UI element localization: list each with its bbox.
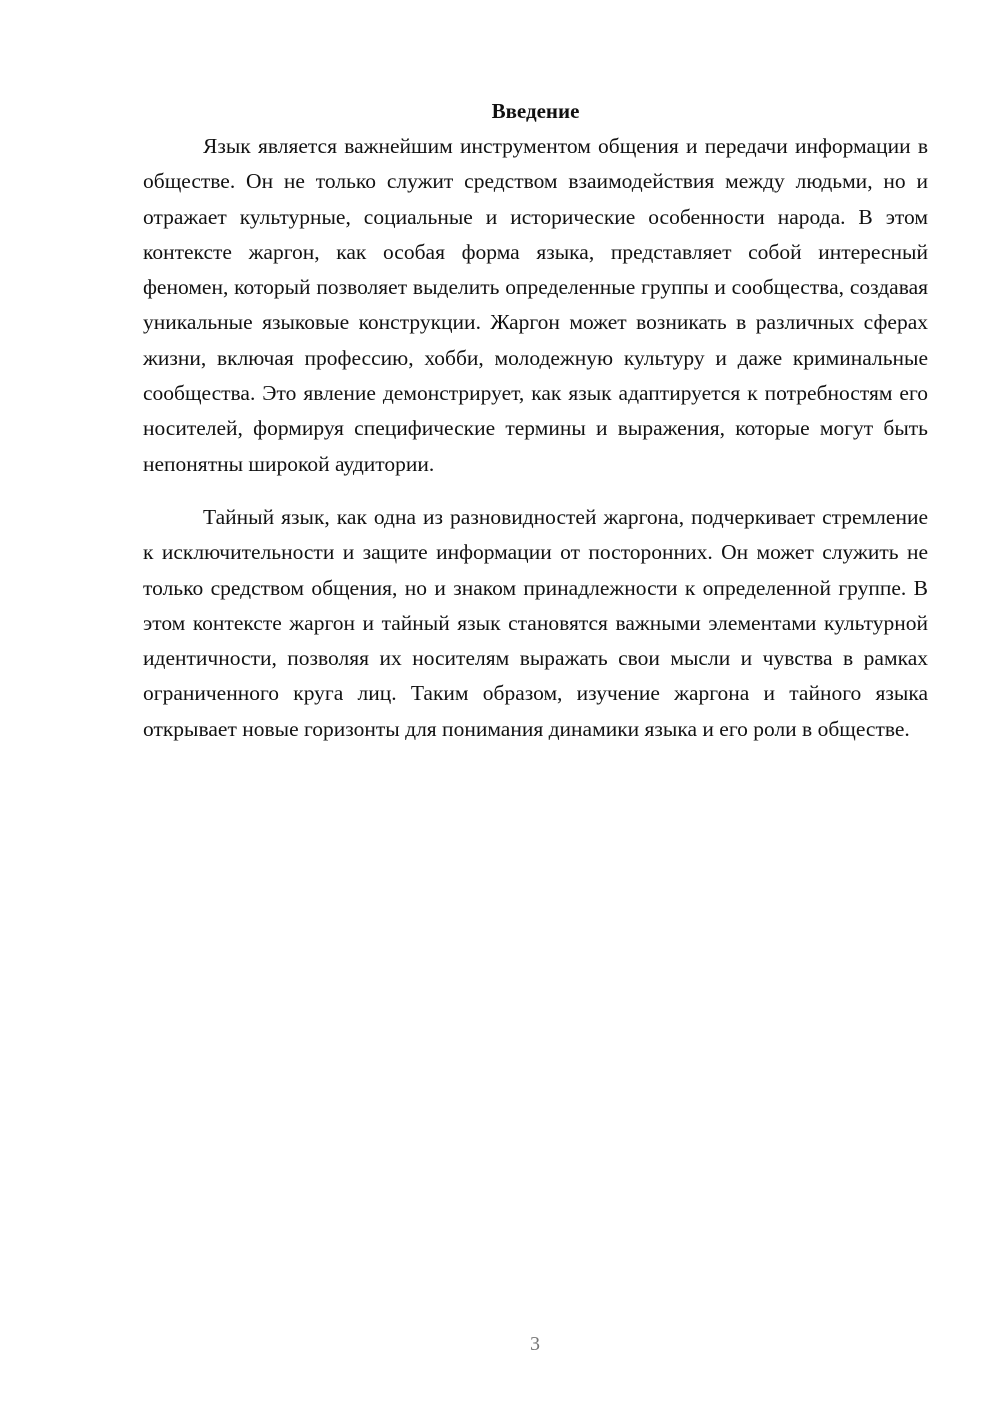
paragraph-2: Тайный язык, как одна из разновидностей жаргона, подчеркивает стремление к исключительности и защите информации от посторонних. Он может служить не только средством общения, но и знаком принадлежности к определенной группе. В этом контексте жаргон и тайный язык становятся важными элементами культурной идентичности, позволяя их носителям выражать свои мысли и чувства в рамках ограниченного круга лиц. Таким образом, изучение жаргона и тайного языка открывает новые горизонты для понимания динамики языка и его роли в обществе. (143, 504, 928, 741)
section-heading: Введение (491, 99, 580, 123)
paragraph-1: Язык является важнейшим инструментом общения и передачи информации в обществе. Он не только служит средством взаимодействия между людьми, но и отражает культурные, социальные и исторические особенности народа. В этом контексте жаргон, как особая форма языка, представляет собой интересный феномен, который позволяет выделить определенные группы и сообщества, создавая уникальные языковые конструкции. Жаргон может возникать в различных сферах жизни, включая профессию, хобби, молодежную культуру и даже криминальные сообщества. Это явление демонстрирует, как язык адаптируется к потребностям его носителей, формируя специфические термины и выражения, которые могут быть непонятны широкой аудитории. (143, 134, 928, 476)
page-content (143, 95, 928, 747)
page-number: 3 (530, 1333, 540, 1355)
